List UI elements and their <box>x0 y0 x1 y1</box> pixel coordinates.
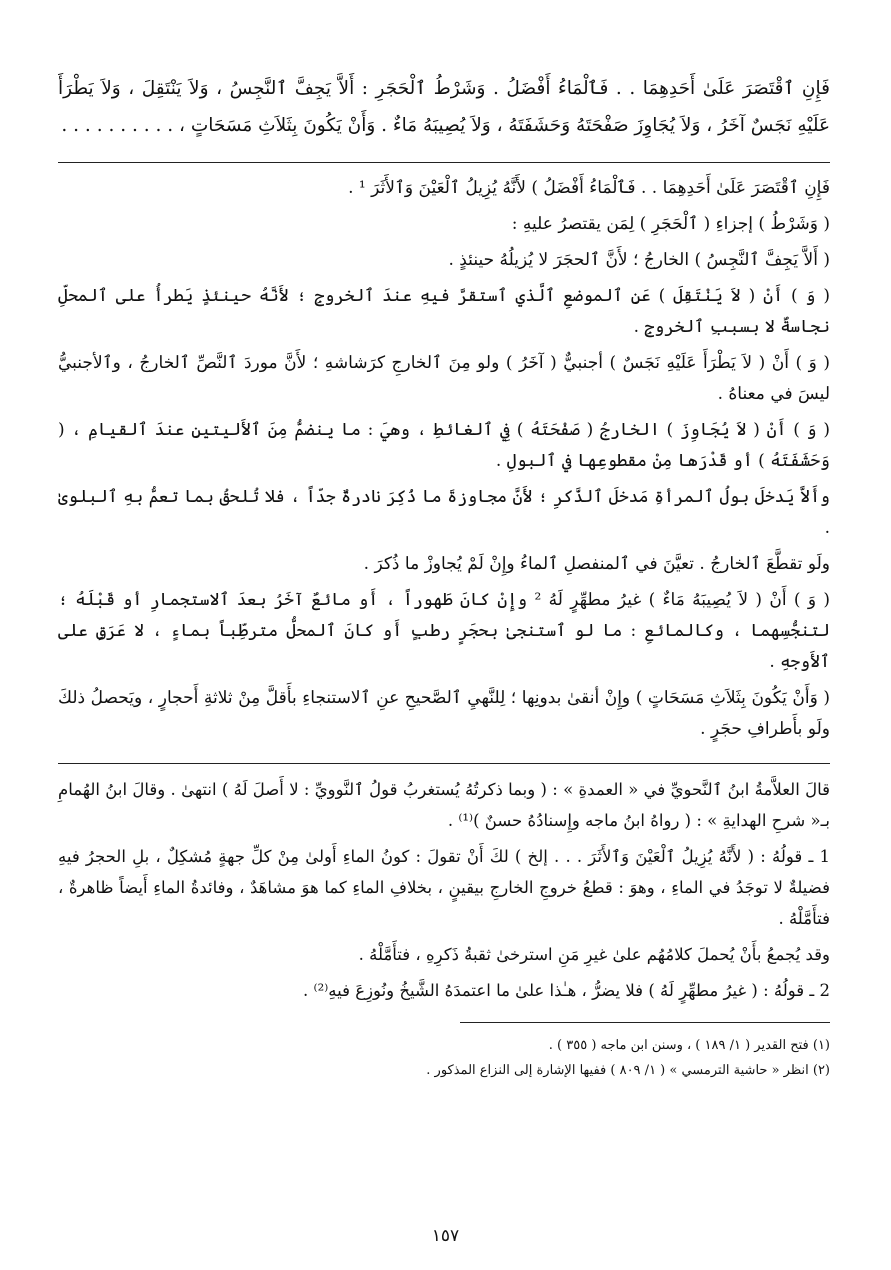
sharh-paragraph: وأَلاَّ يَدخلَ بولُ ٱلمرأةِ مَدخلَ ٱلذَّكرِ ؛ لأَنَّ مجاوزةَ ما ذُكِرَ نادرةٌ جدّاً ، فلا تُلحقُ بما تعمُّ بهِ ٱلبلوىٰ . <box>58 487 830 538</box>
hashiya-paragraph: 2 ـ قولُهُ : ( غيرُ مطهِّرٍ لَهُ ) فلا يضرُّ ، هـٰذا علىٰ ما اعتمدَهُ الشَّيخُ ونُوزِعَ فيهِ⁽²⁾ . <box>303 981 830 1000</box>
matn-text <box>58 70 830 144</box>
sharh-paragraph: فَإِنِ ٱقْتَصَرَ عَلَىٰ أَحَدِهِمَا . . فَٱلْمَاءُ أَفْضَلُ ) لأَنَّهُ يُزِيلُ ٱلْعَيْنَ وَٱلأَثَرَ ¹ . <box>348 178 830 198</box>
sharh-paragraph: ( وَ ) أَنْ ( لاَ يَنْتَقِلَ ) عَنِ ٱلموضعِ ٱلَّذي ٱستقرَّ فيهِ عندَ ٱلخروجِ ؛ لأَنَّهُ حينئذٍ يَطرأُ على ٱلمحلِّ نجاسةٌ لا بسببِ ٱلخروجِ . <box>58 286 830 337</box>
footnotes <box>58 1033 830 1083</box>
footnote-item: (١) فتح القدير ( ١/ ١٨٩ ) ، وسنن ابن ماجه ( ٣٥٥ ) . <box>548 1038 830 1053</box>
footnote-divider <box>460 1022 830 1023</box>
sharh-paragraph: ( وَ ) أَنْ ( لاَ يَطْرَأَ عَلَيْهِ نَجَسٌ ) أجنبيٌّ ( آخَرُ ) ولو مِنَ ٱلخارجِ كرَشاشهِ ؛ لأَنَّ موردَ ٱلنَّصِّ ٱلخارجُ ، وٱلأجنبيُّ ليسَ في معناهُ . <box>58 353 830 404</box>
hashiya-notes <box>58 774 830 1006</box>
sharh-paragraph: ( وَأَنْ يَكُونَ بِثَلاَثِ مَسَحَاتٍ ) وإِنْ أنقىٰ بدونِها ؛ لِلنَّهيِ ٱلصَّحيحِ عنِ ٱلاستنجاءِ بأَقلَّ مِنْ ثلاثةِ أَحجارٍ ، ويَحصلُ ذلكَ ولَو بأَطرافِ حجَرٍ . <box>58 688 830 739</box>
matn-divider <box>58 162 830 163</box>
sharh-paragraph: ( أَلاَّ يَجِفَّ ٱلنَّجِسُ ) الخارجُ ؛ لأَنَّ ٱلحجَرَ لا يُزيلُهُ حينئذٍ . <box>448 250 830 270</box>
page-number: ١٥٧ <box>431 1226 460 1246</box>
hashiya-paragraph: وقد يُجمعُ بأَنْ يُحملَ كلامُهُم علىٰ غيرِ مَنِ استرخىٰ ثقبةُ ذَكرِهِ ، فتأَمَّلْهُ . <box>358 945 830 964</box>
hashiya-paragraph: قالَ العلاَّمةُ ابنُ ٱلنَّحويِّ في « العمدةِ » : ( وبما ذكرتُهُ يُستغربُ قولُ ٱلنَّوويِّ : لا أَصلَ لَهُ ) انتهىٰ . وقالَ ابنُ الهُمامِ بـ« شرحِ الهدايةِ » : ( رواهُ ابنُ ماجه وإِسنادُهُ حسنٌ )⁽¹⁾ . <box>58 780 830 830</box>
sharh-paragraph: ولَو تقطَّعَ ٱلخارجُ . تعيَّنَ في ٱلمنفصلِ ٱلماءُ وإِنْ لَمْ يُجاوزْ ما ذُكرَ . <box>363 554 830 574</box>
matn-paragraph: فَإِنِ ٱقْتَصَرَ عَلَىٰ أَحَدِهِمَا . . فَٱلْمَاءُ أَفْضَلُ . وَشَرْطُ ٱلْحَجَرِ : أَلاَّ يَجِفَّ ٱلنَّجِسُ ، وَلاَ يَنْتَقِلَ ، وَلاَ يَطْرَأَ عَلَيْهِ نَجَسٌ آخَرُ ، وَلاَ يُجَاوِزَ صَفْحَتَهُ وَحَشَفَتَهُ ، وَلاَ يُصِيبَهُ مَاءٌ . وَأَنْ يَكُونَ بِثَلاَثِ مَسَحَاتٍ ، . . . . . . . . . . <box>58 78 830 136</box>
page-body <box>58 70 830 1083</box>
sharh-paragraph: ( وَ ) أَنْ ( لاَ يُصِيبَهُ مَاءٌ ) غيرُ مطهِّرٍ لَهُ ² وإِنْ كانَ طَهوراً ، أَو مائعٌ آخَرُ بعدَ ٱلاستجمارِ أو قَبْلَهُ ؛ لتنجُّسِهما ، وكالمائعِ : ما لو ٱستنجىٰ بحجَرٍ رطبٍ أَو كانَ ٱلمحلُّ مترطِّباً بماءٍ ، لا عَرَقٍ على ٱلأَوجهِ . <box>58 590 831 672</box>
footnote-item: (٢) انظر « حاشية الترمسي » ( ١/ ٨٠٩ ) ففيها الإشارة إلى النزاع المذكور . <box>426 1063 830 1078</box>
hashiya-paragraph: 1 ـ قولُهُ : ( لأَنَّهُ يُزِيلُ ٱلْعَيْنَ وَٱلأَثَرَ . . . إلخ ) لكَ أَنْ تقولَ : كونُ الماءِ أَولىٰ مِنْ كلِّ جهةٍ مُشكِلٌ ، بلِ الحجرُ فيهِ فضيلةٌ لا توجَدُ في الماءِ ، وهوَ : قطعُ خروجِ الخارجِ بيقينٍ ، بخلافِ الماءِ كما هوَ مشاهَدٌ ، وفائدةُ الماءِ أَيضاً ظاهرةٌ ، فتأَمَّلْهُ . <box>58 847 830 928</box>
sharh-divider <box>58 763 830 764</box>
sharh-commentary <box>58 173 830 745</box>
sharh-paragraph: ( وَشَرْطُ ) إجزاءِ ( ٱلْحَجَرِ ) لِمَن يقتصرُ عليهِ : <box>511 214 830 234</box>
sharh-paragraph: ( وَ ) أَنْ ( لاَ يُجَاوِزَ ) الخارجُ ( صَفْحَتَهُ ) فِي ٱلغائطِ ، وهيَ : ما ينضمُّ مِنَ ٱلأَليتينِ عندَ ٱلقيامِ ، ( وَحَشَفَتَهُ ) أو قَدْرَها مِنْ مقطوعِها في ٱلبولِ . <box>58 420 830 471</box>
